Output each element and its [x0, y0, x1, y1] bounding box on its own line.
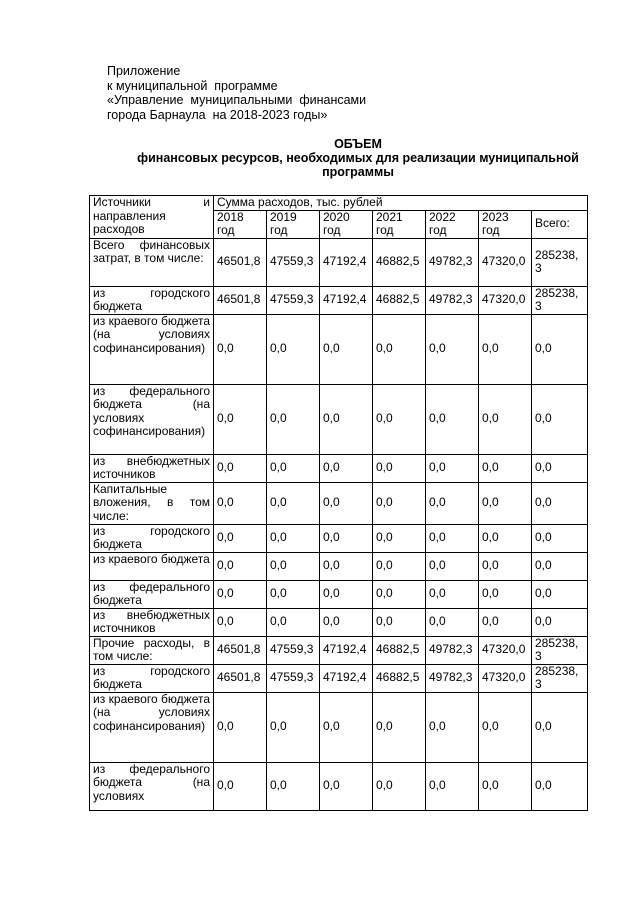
row-total-value: 0,0	[532, 580, 588, 608]
row-year-value: 0,0	[426, 482, 479, 524]
row-label: из федерального бюджета (на условиях софинансирования)	[90, 384, 214, 454]
row-year-value: 47320,0	[479, 286, 532, 314]
budget-table-body	[90, 196, 588, 811]
row-year-value: 0,0	[214, 314, 267, 384]
header-row-1	[90, 196, 588, 211]
row-year-value: 47192,4	[320, 238, 373, 286]
row-label: Капитальные вложения, в том числе:	[90, 482, 214, 524]
row-year-value: 0,0	[214, 580, 267, 608]
row-year-value: 0,0	[479, 692, 532, 762]
appendix-note	[107, 64, 366, 122]
row-year-value: 0,0	[426, 524, 479, 552]
row-year-value: 47320,0	[479, 636, 532, 664]
row-year-value: 0,0	[214, 482, 267, 524]
appendix-line-2: к муниципальной программе	[107, 78, 278, 93]
row-label: из городского бюджета	[90, 664, 214, 692]
row-year-value: 0,0	[479, 608, 532, 636]
row-year-value: 0,0	[373, 314, 426, 384]
header-year-2023: 2023 год	[479, 210, 532, 238]
title-subtitle: финансовых ресурсов, необходимых для реализации муниципальной программы	[137, 151, 579, 179]
row-total-value: 0,0	[532, 454, 588, 482]
row-year-value: 46882,5	[373, 636, 426, 664]
row-year-value: 46882,5	[373, 238, 426, 286]
row-year-value: 0,0	[373, 608, 426, 636]
row-label: из краевого бюджета (на условиях софинансирования)	[90, 692, 214, 762]
row-year-value: 0,0	[267, 608, 320, 636]
row-label: из внебюджетных источников	[90, 454, 214, 482]
row-year-value: 0,0	[267, 524, 320, 552]
row-total-value: 0,0	[532, 314, 588, 384]
row-year-value: 47320,0	[479, 664, 532, 692]
appendix-line-4: города Барнаула на 2018-2023 годы»	[107, 107, 328, 122]
table-row	[90, 608, 588, 636]
header-year-2018: 2018 год	[214, 210, 267, 238]
row-year-value: 0,0	[320, 552, 373, 580]
row-total-value: 0,0	[532, 552, 588, 580]
document-title	[100, 137, 616, 179]
row-total-value: 0,0	[532, 762, 588, 810]
row-year-value: 0,0	[267, 454, 320, 482]
row-label: из внебюджетных источников	[90, 608, 214, 636]
row-year-value: 0,0	[320, 314, 373, 384]
budget-table	[89, 195, 588, 811]
row-year-value: 0,0	[479, 482, 532, 524]
row-year-value: 0,0	[267, 692, 320, 762]
row-year-value: 0,0	[373, 454, 426, 482]
row-total-value: 0,0	[532, 524, 588, 552]
table-row	[90, 238, 588, 286]
row-year-value: 0,0	[479, 314, 532, 384]
row-year-value: 49782,3	[426, 664, 479, 692]
row-year-value: 0,0	[426, 580, 479, 608]
row-year-value: 0,0	[373, 482, 426, 524]
row-year-value: 49782,3	[426, 636, 479, 664]
appendix-line-1: Приложение	[107, 64, 181, 78]
row-total-value: 285238,3	[532, 664, 588, 692]
table-row	[90, 580, 588, 608]
row-label: из краевого бюджета	[90, 552, 214, 580]
row-year-value: 0,0	[373, 384, 426, 454]
row-year-value: 0,0	[267, 762, 320, 810]
row-year-value: 46501,8	[214, 636, 267, 664]
header-year-2021: 2021 год	[373, 210, 426, 238]
table-row	[90, 552, 588, 580]
row-year-value: 0,0	[320, 384, 373, 454]
row-year-value: 49782,3	[426, 238, 479, 286]
row-year-value: 0,0	[214, 552, 267, 580]
row-total-value: 0,0	[532, 692, 588, 762]
row-label: Всего финансовых затрат, в том числе:	[90, 238, 214, 286]
row-year-value: 0,0	[320, 482, 373, 524]
header-year-2019: 2019 год	[267, 210, 320, 238]
row-year-value: 0,0	[320, 454, 373, 482]
row-year-value: 47192,4	[320, 286, 373, 314]
row-year-value: 0,0	[373, 762, 426, 810]
row-total-value: 0,0	[532, 384, 588, 454]
row-year-value: 0,0	[426, 762, 479, 810]
row-label: из городского бюджета	[90, 524, 214, 552]
row-year-value: 0,0	[426, 692, 479, 762]
row-year-value: 49782,3	[426, 286, 479, 314]
row-year-value: 0,0	[214, 524, 267, 552]
row-year-value: 0,0	[479, 384, 532, 454]
row-year-value: 46501,8	[214, 664, 267, 692]
header-total: Всего:	[532, 210, 588, 238]
table-row	[90, 454, 588, 482]
row-year-value: 47559,3	[267, 636, 320, 664]
row-year-value: 47192,4	[320, 664, 373, 692]
row-year-value: 0,0	[479, 762, 532, 810]
row-year-value: 0,0	[479, 454, 532, 482]
row-year-value: 0,0	[426, 384, 479, 454]
row-total-value: 0,0	[532, 608, 588, 636]
row-year-value: 0,0	[214, 454, 267, 482]
row-year-value: 0,0	[426, 552, 479, 580]
table-row	[90, 664, 588, 692]
row-year-value: 0,0	[426, 314, 479, 384]
table-row	[90, 636, 588, 664]
row-year-value: 0,0	[426, 608, 479, 636]
row-year-value: 47559,3	[267, 286, 320, 314]
row-total-value: 285238,3	[532, 238, 588, 286]
table-row	[90, 482, 588, 524]
row-year-value: 46501,8	[214, 238, 267, 286]
row-label: из городского бюджета	[90, 286, 214, 314]
row-year-value: 0,0	[373, 524, 426, 552]
table-row	[90, 384, 588, 454]
row-year-value: 0,0	[267, 314, 320, 384]
row-total-value: 285238,3	[532, 286, 588, 314]
appendix-line-3: «Управление муниципальными финансами	[107, 93, 367, 107]
table-row	[90, 524, 588, 552]
table-row	[90, 314, 588, 384]
row-year-value: 0,0	[320, 762, 373, 810]
row-year-value: 0,0	[373, 692, 426, 762]
row-year-value: 47559,3	[267, 238, 320, 286]
header-sources: Источники и направления расходов	[90, 196, 214, 239]
table-row	[90, 762, 588, 810]
row-year-value: 0,0	[214, 762, 267, 810]
row-label: из федерального бюджета	[90, 580, 214, 608]
row-year-value: 0,0	[479, 524, 532, 552]
row-year-value: 0,0	[426, 454, 479, 482]
table-row	[90, 692, 588, 762]
row-year-value: 0,0	[479, 580, 532, 608]
row-year-value: 0,0	[267, 580, 320, 608]
row-label: Прочие расходы, в том числе:	[90, 636, 214, 664]
title-main: ОБЪЕМ	[334, 137, 382, 151]
row-total-value: 285238,3	[532, 636, 588, 664]
row-label: из краевого бюджета (на условиях софинансирования)	[90, 314, 214, 384]
row-year-value: 46882,5	[373, 664, 426, 692]
row-total-value: 0,0	[532, 482, 588, 524]
header-year-2022: 2022 год	[426, 210, 479, 238]
row-year-value: 0,0	[320, 524, 373, 552]
row-year-value: 0,0	[267, 384, 320, 454]
row-year-value: 0,0	[373, 552, 426, 580]
row-year-value: 47192,4	[320, 636, 373, 664]
table-row	[90, 286, 588, 314]
row-label: из федерального бюджета (на условиях	[90, 762, 214, 810]
row-year-value: 47320,0	[479, 238, 532, 286]
row-year-value: 46882,5	[373, 286, 426, 314]
row-year-value: 0,0	[320, 608, 373, 636]
row-year-value: 46501,8	[214, 286, 267, 314]
header-year-2020: 2020 год	[320, 210, 373, 238]
row-year-value: 0,0	[320, 692, 373, 762]
row-year-value: 0,0	[267, 552, 320, 580]
row-year-value: 0,0	[214, 692, 267, 762]
row-year-value: 0,0	[214, 384, 267, 454]
row-year-value: 0,0	[320, 580, 373, 608]
header-sum: Сумма расходов, тыс. рублей	[214, 196, 588, 211]
row-year-value: 47559,3	[267, 664, 320, 692]
row-year-value: 0,0	[479, 552, 532, 580]
row-year-value: 0,0	[214, 608, 267, 636]
row-year-value: 0,0	[267, 482, 320, 524]
row-year-value: 0,0	[373, 580, 426, 608]
